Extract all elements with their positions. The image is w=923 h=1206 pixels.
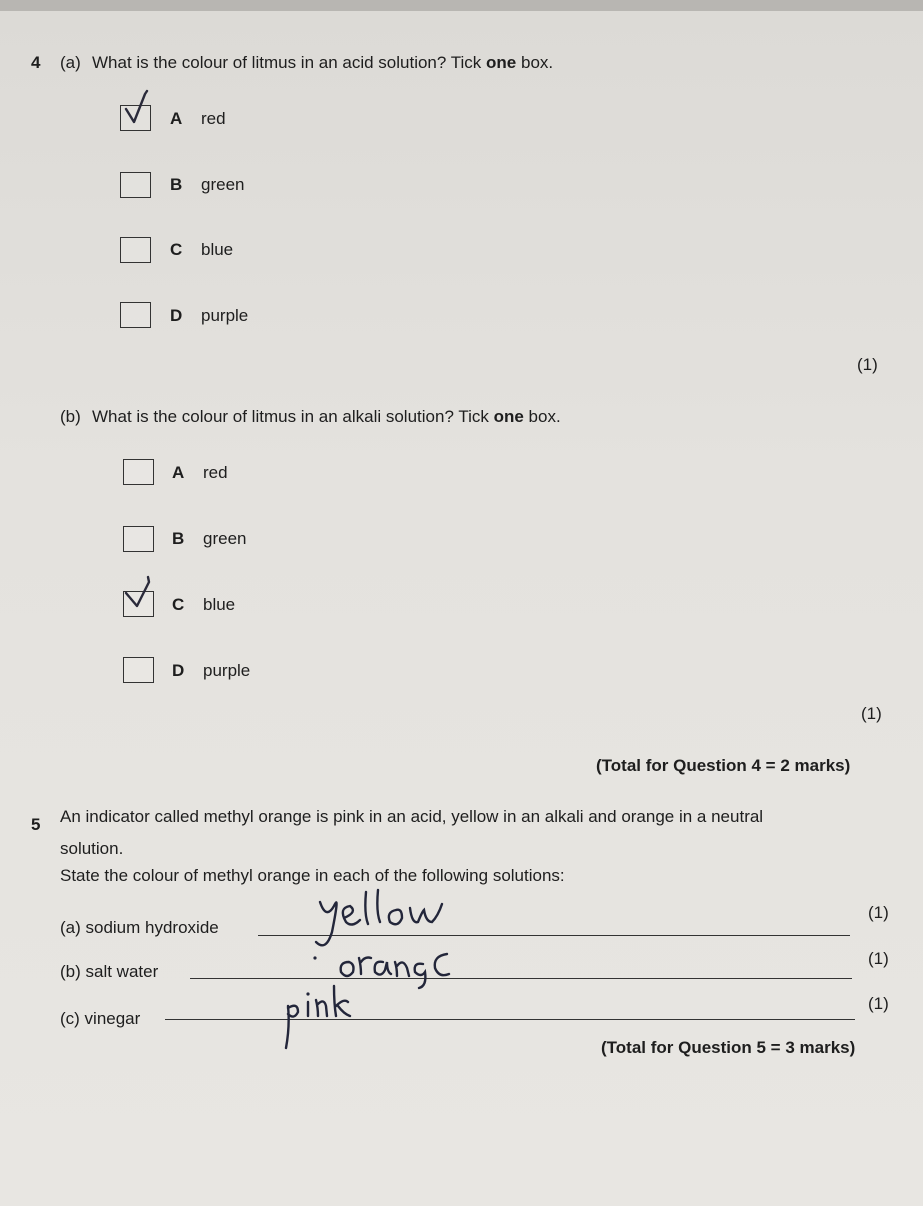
question-5-intro-line1: An indicator called methyl orange is pink in an acid, yellow in an alkali and orange in a neutral (60, 807, 764, 826)
page-top-edge (0, 0, 923, 11)
option-4a-b-checkbox[interactable] (120, 172, 151, 198)
option-4a-c-checkbox[interactable] (120, 237, 151, 263)
option-4b-b-letter: B (172, 529, 185, 548)
question-4a-tail: box. (521, 53, 554, 72)
question-4-number: 4 (31, 53, 41, 72)
question-4b-emphasis: one (493, 407, 524, 426)
question-5b-label: (b) salt water (60, 962, 159, 981)
handwritten-answer-5c (282, 984, 362, 1054)
question-5-instruction: State the colour of methyl orange in each of the following solutions: (60, 866, 565, 885)
option-4a-d-letter: D (170, 306, 183, 325)
question-5a-marks: (1) (868, 903, 889, 922)
option-4a-a-checkbox[interactable] (120, 105, 151, 131)
handwritten-answer-5a (314, 888, 454, 950)
question-4b-text (92, 407, 561, 427)
option-4b-a-text: red (203, 463, 228, 482)
option-4b-b-text: green (203, 529, 247, 548)
question-4a-emphasis: one (486, 53, 517, 72)
option-4a-a-letter: A (170, 109, 183, 128)
tick-mark-icon (119, 90, 163, 136)
question-5a-label: (a) sodium hydroxide (60, 918, 219, 937)
question-4-total: (Total for Question 4 = 2 marks) (596, 756, 851, 775)
question-4b-label: (b) (60, 407, 81, 426)
question-4a-marks: (1) (857, 355, 878, 374)
question-5-number: 5 (31, 815, 41, 834)
question-4a-label: (a) (60, 53, 81, 72)
question-4b-stem: What is the colour of litmus in an alkali solution? Tick (92, 407, 489, 426)
question-5b-marks: (1) (868, 949, 889, 968)
question-4b-marks: (1) (861, 704, 882, 723)
question-5-total: (Total for Question 5 = 3 marks) (601, 1038, 856, 1057)
answer-line-5c[interactable] (165, 1019, 855, 1020)
question-4a-text (92, 53, 553, 73)
question-4b-tail: box. (528, 407, 561, 426)
option-4a-d-checkbox[interactable] (120, 302, 151, 328)
question-5c-marks: (1) (868, 994, 889, 1013)
question-5c-label: (c) vinegar (60, 1009, 141, 1028)
answer-line-5b[interactable] (190, 978, 852, 979)
option-4b-c-letter: C (172, 595, 185, 614)
option-4a-d-text: purple (201, 306, 249, 325)
option-4b-b-checkbox[interactable] (123, 526, 154, 552)
option-4a-a-text: red (201, 109, 226, 128)
option-4a-c-text: blue (201, 240, 234, 259)
option-4b-d-checkbox[interactable] (123, 657, 154, 683)
option-4b-a-letter: A (172, 463, 185, 482)
option-4b-c-text: blue (203, 595, 236, 614)
question-4a-stem: What is the colour of litmus in an acid solution? Tick (92, 53, 482, 72)
question-5-intro-line2: solution. (60, 839, 124, 858)
option-4b-a-checkbox[interactable] (123, 459, 154, 485)
option-4a-b-letter: B (170, 175, 183, 194)
option-4b-c-checkbox[interactable] (123, 591, 154, 617)
option-4a-c-letter: C (170, 240, 183, 259)
option-4a-b-text: green (201, 175, 245, 194)
option-4b-d-letter: D (172, 661, 185, 680)
tick-mark-icon (122, 576, 166, 622)
handwritten-answer-5b (315, 944, 465, 988)
option-4b-d-text: purple (203, 661, 251, 680)
